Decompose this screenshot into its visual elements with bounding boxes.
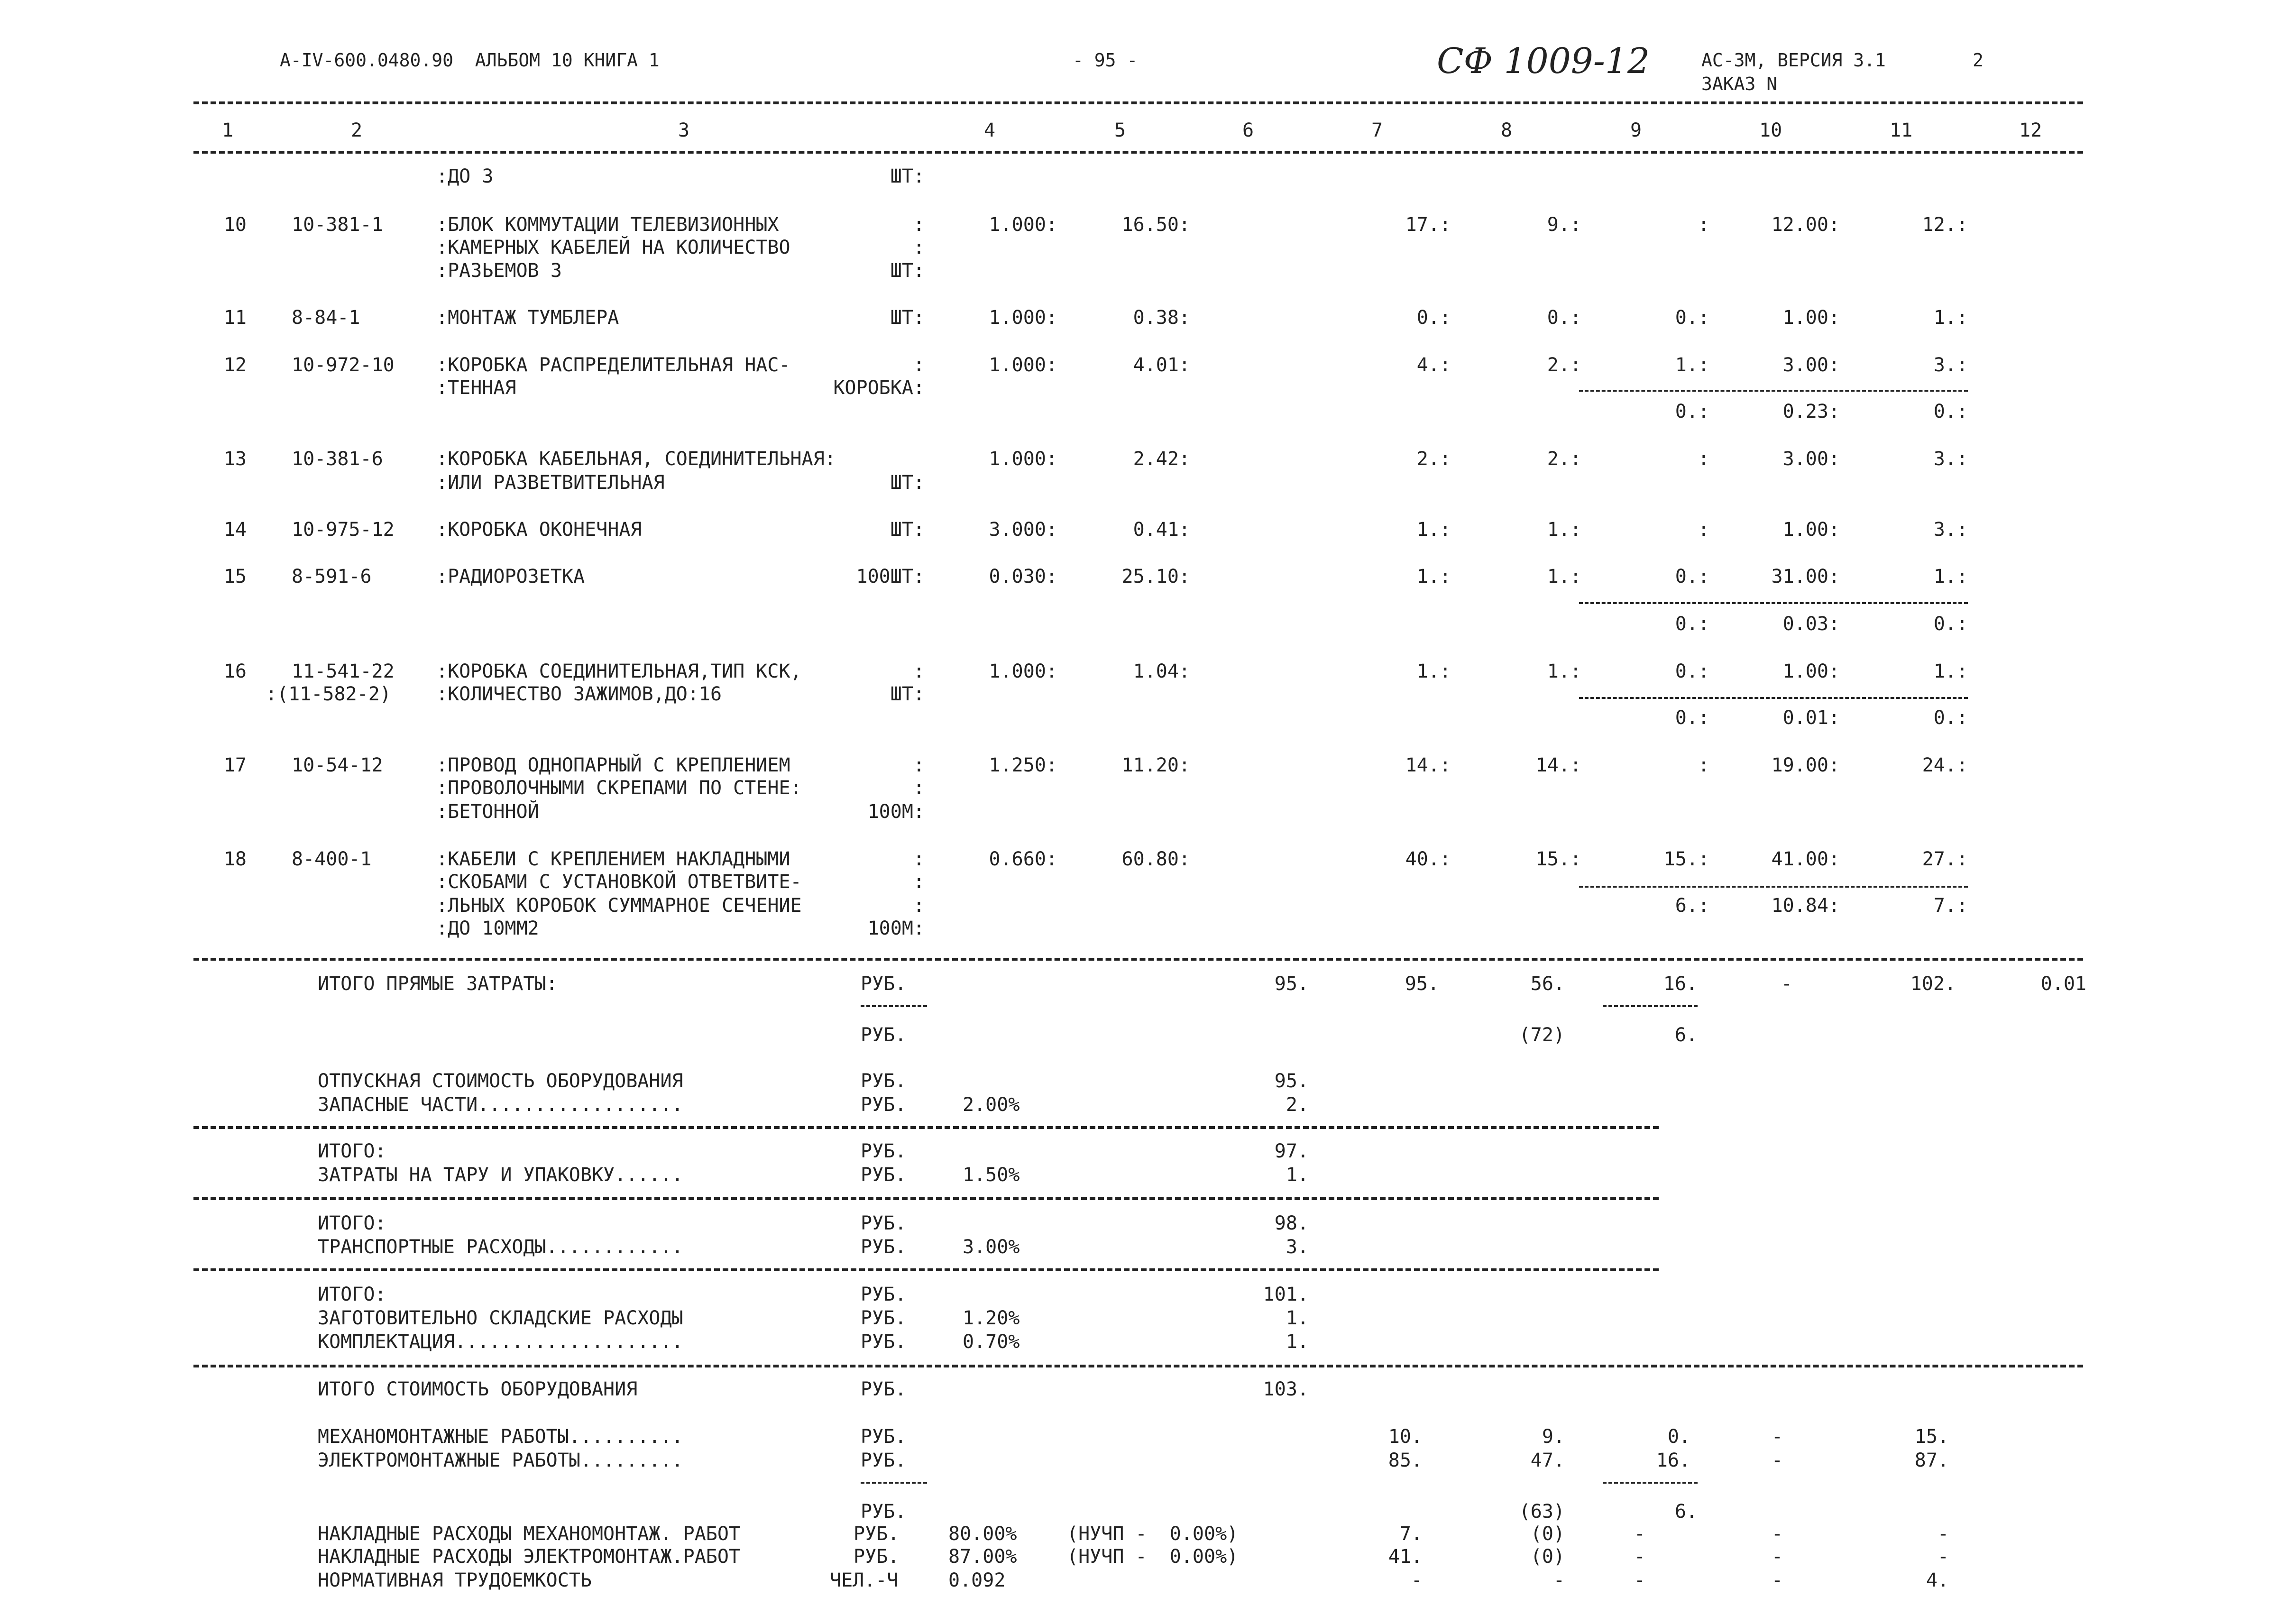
- row-name: :ДО 10ММ2: [436, 918, 539, 939]
- row-unit: :: [913, 754, 925, 776]
- row-col9: 0.:: [1675, 661, 1709, 682]
- summary-line-percent: 1.20%: [963, 1307, 1020, 1329]
- row-code: 10-54-12: [292, 754, 383, 776]
- column-number-7: 7: [1371, 119, 1383, 141]
- direct-costs-col10: -: [1781, 973, 1792, 995]
- row-quantity: 1.000:: [989, 307, 1057, 329]
- order-label: ЗАКАЗ N: [1701, 73, 1778, 94]
- unit-rule: [861, 1005, 927, 1007]
- summary-line-unit: РУБ.: [861, 1212, 907, 1234]
- row-col9: :: [1698, 214, 1709, 236]
- row-col7: 1.:: [1416, 519, 1451, 541]
- row-unit: :: [913, 237, 925, 258]
- row-col11: 0.:: [1933, 707, 1968, 729]
- row-unit: 100ШТ:: [856, 566, 925, 587]
- summary-line-percent: 2.00%: [963, 1094, 1020, 1116]
- row-col11: 1.:: [1933, 307, 1968, 329]
- overhead-col8: (0): [1530, 1523, 1565, 1545]
- row-col10: 41.00:: [1771, 848, 1840, 870]
- row-col8: 15.:: [1535, 848, 1581, 870]
- row-col7: 14.:: [1405, 754, 1451, 776]
- row-number: 18: [223, 848, 247, 870]
- row-number: 17: [223, 754, 247, 776]
- summary-line-label: ОТПУСКНАЯ СТОИМОСТЬ ОБОРУДОВАНИЯ: [318, 1070, 683, 1092]
- row-unit: :: [913, 848, 925, 870]
- direct-costs-label: ИТОГО ПРЯМЫЕ ЗАТРАТЫ:: [318, 973, 558, 995]
- row-col7: 1.:: [1416, 661, 1451, 682]
- row-unit: КОРОБКА:: [833, 377, 925, 399]
- row-number: 14: [223, 519, 247, 541]
- works-col9: 16.: [1656, 1450, 1690, 1471]
- overhead-col7: 41.: [1388, 1546, 1423, 1568]
- row-name: :ТЕННАЯ: [436, 377, 516, 399]
- row-col10: 31.00:: [1771, 566, 1840, 587]
- row-name: :КОРОБКА СОЕДИНИТЕЛЬНАЯ,ТИП КСК,: [436, 661, 802, 682]
- row-col10: 0.23:: [1782, 401, 1840, 422]
- works-col7: 85.: [1388, 1450, 1423, 1471]
- overhead-col7: 7.: [1399, 1523, 1423, 1545]
- overhead-col10: -: [1771, 1523, 1783, 1545]
- page-number: - 95 -: [1073, 50, 1138, 71]
- works-col9b: 6.: [1674, 1501, 1698, 1523]
- row-unit: ШТ:: [890, 260, 925, 282]
- overhead-percent: 0.092: [948, 1569, 1006, 1591]
- summary-line-unit: РУБ.: [861, 1094, 907, 1116]
- row-code: 11-541-22: [292, 661, 395, 682]
- overhead-percent: 80.00%: [948, 1523, 1017, 1545]
- summary-line-label: ЗАПАСНЫЕ ЧАСТИ..................: [318, 1094, 683, 1116]
- row-col11: 3.:: [1933, 519, 1968, 541]
- row-col8: 14.:: [1535, 754, 1581, 776]
- row-quantity: 1.250:: [989, 754, 1057, 776]
- row-quantity: 0.660:: [989, 848, 1057, 870]
- row-col8: 9.:: [1547, 214, 1581, 236]
- works-col7: 10.: [1388, 1426, 1423, 1448]
- overhead-nchp: (НУЧП - 0.00%): [1067, 1546, 1239, 1568]
- subtotal-rule: [1579, 390, 1968, 392]
- row-col10: 1.00:: [1782, 661, 1840, 682]
- row-col10: 1.00:: [1782, 307, 1840, 329]
- row-col7: 1.:: [1416, 566, 1451, 587]
- summary-line-value: 98.: [1274, 1212, 1309, 1234]
- column-number-12: 12: [2019, 119, 2042, 141]
- row-col11: 7.:: [1933, 895, 1968, 917]
- equipment-separator: [193, 1365, 2083, 1367]
- row-name: :КАБЕЛИ С КРЕПЛЕНИЕМ НАКЛАДНЫМИ: [436, 848, 790, 870]
- row-quantity: 1.000:: [989, 661, 1057, 682]
- works-col8: 9.: [1542, 1426, 1565, 1448]
- row-price: 0.38:: [1133, 307, 1190, 329]
- row-unit: :: [913, 777, 925, 799]
- row-code: 8-84-1: [292, 307, 360, 329]
- row-price: 60.80:: [1121, 848, 1190, 870]
- overhead-unit: РУБ.: [854, 1523, 900, 1545]
- subtotal-separator: [193, 1197, 1659, 1200]
- row-code: 10-975-12: [292, 519, 395, 541]
- row-unit: ШТ:: [890, 165, 925, 187]
- summary-line-value: 1.: [1286, 1164, 1309, 1186]
- row-col11: 3.:: [1933, 448, 1968, 470]
- row-unit: :: [913, 895, 925, 917]
- summary-line-unit: РУБ.: [861, 1331, 907, 1353]
- row-quantity: 1.000:: [989, 448, 1057, 470]
- row-unit: 100М:: [867, 801, 925, 823]
- program-version: АС-3М, ВЕРСИЯ 3.1: [1701, 50, 1886, 71]
- row-name: :РАДИОРОЗЕТКА: [436, 566, 585, 587]
- summary-line-unit: РУБ.: [861, 1378, 907, 1400]
- row-quantity: 0.030:: [989, 566, 1057, 587]
- row-name: :ПРОВОЛОЧНЫМИ СКРЕПАМИ ПО СТЕНЕ:: [436, 777, 802, 799]
- row-col7: 2.:: [1416, 448, 1451, 470]
- row-price: 2.42:: [1133, 448, 1190, 470]
- row-number: 15: [223, 566, 247, 587]
- subtotal-rule: [1579, 886, 1968, 888]
- subtotal-separator: [193, 1268, 1659, 1271]
- overhead-col11: -: [1937, 1546, 1949, 1568]
- row-col10: 0.03:: [1782, 613, 1840, 635]
- works-col9: 0.: [1667, 1426, 1690, 1448]
- works-unit-rule: [861, 1482, 927, 1484]
- direct-costs-unit: РУБ.: [861, 973, 907, 995]
- table-bottom-rule: [193, 958, 2083, 961]
- row-col11: 1.:: [1933, 661, 1968, 682]
- overhead-col11: -: [1937, 1523, 1949, 1545]
- row-col9: 0.:: [1675, 307, 1709, 329]
- row-unit: :: [913, 871, 925, 893]
- row-price: 16.50:: [1121, 214, 1190, 236]
- row-col9: 0.:: [1675, 566, 1709, 587]
- row-name: :КАМЕРНЫХ КАБЕЛЕЙ НА КОЛИЧЕСТВО: [436, 237, 790, 258]
- overhead-col11: 4.: [1926, 1569, 1949, 1591]
- row-price: 11.20:: [1121, 754, 1190, 776]
- subtotal-rule: [1579, 697, 1968, 699]
- row-number: 16: [223, 661, 247, 682]
- row-col8: 1.:: [1547, 566, 1581, 587]
- overhead-col8: (0): [1530, 1546, 1565, 1568]
- row-code: 10-381-6: [292, 448, 383, 470]
- overhead-col9: -: [1634, 1546, 1645, 1568]
- row-code: 10-972-10: [292, 354, 395, 376]
- direct-costs-col7: 95.: [1405, 973, 1439, 995]
- works-unit: РУБ.: [861, 1426, 907, 1448]
- works-label: ЭЛЕКТРОМОНТАЖНЫЕ РАБОТЫ.........: [318, 1450, 683, 1471]
- row-col9: 1.:: [1675, 354, 1709, 376]
- row-name: :КОРОБКА ОКОНЕЧНАЯ: [436, 519, 642, 541]
- row-code: 8-591-6: [292, 566, 372, 587]
- overhead-col10: -: [1771, 1546, 1783, 1568]
- row-unit: ШТ:: [890, 472, 925, 494]
- summary-line-unit: РУБ.: [861, 1236, 907, 1258]
- summary-line-unit: РУБ.: [861, 1307, 907, 1329]
- summary-line-value: 1.: [1286, 1307, 1309, 1329]
- row-name: :МОНТАЖ ТУМБЛЕРА: [436, 307, 619, 329]
- column-number-10: 10: [1759, 119, 1782, 141]
- overhead-col9: -: [1634, 1569, 1645, 1591]
- overhead-col9: -: [1634, 1523, 1645, 1545]
- overhead-col7: -: [1411, 1569, 1423, 1591]
- row-unit: ШТ:: [890, 307, 925, 329]
- summary-line-value: 3.: [1286, 1236, 1309, 1258]
- row-col9: 0.:: [1675, 401, 1709, 422]
- overhead-label: НАКЛАДНЫЕ РАСХОДЫ ЭЛЕКТРОМОНТАЖ.РАБОТ: [318, 1546, 741, 1568]
- overhead-percent: 87.00%: [948, 1546, 1017, 1568]
- summary-line-label: ИТОГО СТОИМОСТЬ ОБОРУДОВАНИЯ: [318, 1378, 638, 1400]
- works-col11: 15.: [1914, 1426, 1949, 1448]
- summary-line-label: ТРАНСПОРТНЫЕ РАСХОДЫ............: [318, 1236, 683, 1258]
- direct-costs-col6: 95.: [1274, 973, 1309, 995]
- row-name: :КОРОБКА РАСПРЕДЕЛИТЕЛЬНАЯ НАС-: [436, 354, 790, 376]
- works-label: МЕХАНОМОНТАЖНЫЕ РАБОТЫ..........: [318, 1426, 683, 1448]
- row-col9: :: [1698, 448, 1709, 470]
- row-name: :ДО 3: [436, 165, 494, 187]
- row-col10: 10.84:: [1771, 895, 1840, 917]
- row-col10: 19.00:: [1771, 754, 1840, 776]
- summary-line-percent: 3.00%: [963, 1236, 1020, 1258]
- row-number: 12: [223, 354, 247, 376]
- direct-costs-col8: 56.: [1530, 973, 1565, 995]
- direct-costs-unit2: РУБ.: [861, 1024, 907, 1046]
- row-quantity: 3.000:: [989, 519, 1057, 541]
- overhead-nchp: (НУЧП - 0.00%): [1067, 1523, 1239, 1545]
- summary-line-value: 95.: [1274, 1070, 1309, 1092]
- summary-line-label: ИТОГО:: [318, 1284, 386, 1305]
- summary-line-unit: РУБ.: [861, 1070, 907, 1092]
- row-col11: 0.:: [1933, 613, 1968, 635]
- row-col9: :: [1698, 519, 1709, 541]
- col9-rule: [1603, 1005, 1698, 1007]
- row-col11: 3.:: [1933, 354, 1968, 376]
- summary-line-percent: 1.50%: [963, 1164, 1020, 1186]
- row-col10: 3.00:: [1782, 354, 1840, 376]
- row-unit: :: [913, 661, 925, 682]
- row-number: 13: [223, 448, 247, 470]
- summary-line-value: 97.: [1274, 1140, 1309, 1162]
- summary-line-label: КОМПЛЕКТАЦИЯ....................: [318, 1331, 683, 1353]
- row-unit: ШТ:: [890, 683, 925, 705]
- summary-line-value: 1.: [1286, 1331, 1309, 1353]
- row-col9: 0.:: [1675, 707, 1709, 729]
- column-number-11: 11: [1890, 119, 1913, 141]
- direct-costs-col8b: (72): [1519, 1024, 1565, 1046]
- direct-costs-col12: 0.01: [2040, 973, 2086, 995]
- row-code: 8-400-1: [292, 848, 372, 870]
- row-price: 1.04:: [1133, 661, 1190, 682]
- works-col8: 47.: [1530, 1450, 1565, 1471]
- summary-line-unit: РУБ.: [861, 1284, 907, 1305]
- header-top-rule: [193, 101, 2083, 104]
- row-col7: 40.:: [1405, 848, 1451, 870]
- overhead-unit: РУБ.: [854, 1546, 900, 1568]
- row-col7: 0.:: [1416, 307, 1451, 329]
- summary-line-value: 101.: [1263, 1284, 1309, 1305]
- row-col11: 12.:: [1922, 214, 1968, 236]
- row-quantity: 1.000:: [989, 354, 1057, 376]
- row-col8: 1.:: [1547, 519, 1581, 541]
- direct-costs-col11: 102.: [1910, 973, 1956, 995]
- row-col9: :: [1698, 754, 1709, 776]
- overhead-label: НАКЛАДНЫЕ РАСХОДЫ МЕХАНОМОНТАЖ. РАБОТ: [318, 1523, 741, 1545]
- row-price: 4.01:: [1133, 354, 1190, 376]
- row-code: :(11-582-2): [266, 683, 391, 705]
- row-col10: 0.01:: [1782, 707, 1840, 729]
- summary-line-unit: РУБ.: [861, 1140, 907, 1162]
- row-quantity: 1.000:: [989, 214, 1057, 236]
- row-col9: 6.:: [1675, 895, 1709, 917]
- works-col8b: (63): [1519, 1501, 1565, 1523]
- works-unit2: РУБ.: [861, 1501, 907, 1523]
- album-reference: А-IV-600.0480.90 АЛЬБОМ 10 КНИГА 1: [280, 50, 660, 71]
- row-col11: 27.:: [1922, 848, 1968, 870]
- column-number-6: 6: [1242, 119, 1254, 141]
- program-extra: 2: [1973, 50, 1984, 71]
- header-bottom-rule: [193, 151, 2083, 154]
- column-number-9: 9: [1630, 119, 1642, 141]
- overhead-label: НОРМАТИВНАЯ ТРУДОЕМКОСТЬ: [318, 1569, 592, 1591]
- summary-line-label: ЗАГОТОВИТЕЛЬНО СКЛАДСКИЕ РАСХОДЫ: [318, 1307, 683, 1329]
- column-number-8: 8: [1501, 119, 1513, 141]
- row-col7: 4.:: [1416, 354, 1451, 376]
- handwritten-code: СФ 1009-12: [1437, 41, 1650, 82]
- summary-line-label: ИТОГО:: [318, 1140, 386, 1162]
- row-price: 0.41:: [1133, 519, 1190, 541]
- row-name: :ПРОВОД ОДНОПАРНЫЙ С КРЕПЛЕНИЕМ: [436, 754, 790, 776]
- summary-line-value: 2.: [1286, 1094, 1309, 1116]
- row-col9: 0.:: [1675, 613, 1709, 635]
- summary-line-value: 103.: [1263, 1378, 1309, 1400]
- row-price: 25.10:: [1121, 566, 1190, 587]
- row-col8: 0.:: [1547, 307, 1581, 329]
- row-unit: ШТ:: [890, 519, 925, 541]
- column-number-4: 4: [984, 119, 996, 141]
- row-col11: 1.:: [1933, 566, 1968, 587]
- direct-costs-col9b: 6.: [1674, 1024, 1698, 1046]
- works-unit: РУБ.: [861, 1450, 907, 1471]
- row-unit: :: [913, 354, 925, 376]
- row-name: :РАЗЬЕМОВ 3: [436, 260, 562, 282]
- row-name: :ЛЬНЫХ КОРОБОК СУММАРНОЕ СЕЧЕНИЕ: [436, 895, 802, 917]
- direct-costs-col9: 16.: [1663, 973, 1698, 995]
- works-col10: -: [1771, 1426, 1783, 1448]
- row-col10: 12.00:: [1771, 214, 1840, 236]
- column-number-5: 5: [1114, 119, 1126, 141]
- row-col11: 24.:: [1922, 754, 1968, 776]
- row-col10: 3.00:: [1782, 448, 1840, 470]
- row-name: :КОЛИЧЕСТВО ЗАЖИМОВ,ДО:16: [436, 683, 722, 705]
- row-col11: 0.:: [1933, 401, 1968, 422]
- row-name: :БЕТОННОЙ: [436, 801, 539, 823]
- summary-line-percent: 0.70%: [963, 1331, 1020, 1353]
- row-unit: 100М:: [867, 918, 925, 939]
- row-number: 11: [223, 307, 247, 329]
- row-col8: 2.:: [1547, 354, 1581, 376]
- works-col9-rule: [1603, 1482, 1698, 1484]
- row-col7: 17.:: [1405, 214, 1451, 236]
- overhead-unit: ЧЕЛ.-Ч: [830, 1569, 899, 1591]
- subtotal-separator: [193, 1126, 1659, 1129]
- row-name: :ИЛИ РАЗВЕТВИТЕЛЬНАЯ: [436, 472, 665, 494]
- row-col8: 2.:: [1547, 448, 1581, 470]
- row-unit: :: [913, 214, 925, 236]
- column-number-2: 2: [351, 119, 363, 141]
- overhead-col8: -: [1553, 1569, 1565, 1591]
- row-name: :КОРОБКА КАБЕЛЬНАЯ, СОЕДИНИТЕЛЬНАЯ:: [436, 448, 836, 470]
- column-number-3: 3: [678, 119, 690, 141]
- summary-line-label: ИТОГО:: [318, 1212, 386, 1234]
- row-number: 10: [223, 214, 247, 236]
- overhead-col10: -: [1771, 1569, 1783, 1591]
- summary-line-label: ЗАТРАТЫ НА ТАРУ И УПАКОВКУ......: [318, 1164, 683, 1186]
- row-code: 10-381-1: [292, 214, 383, 236]
- works-col10: -: [1771, 1450, 1783, 1471]
- row-col10: 1.00:: [1782, 519, 1840, 541]
- summary-line-unit: РУБ.: [861, 1164, 907, 1186]
- subtotal-rule: [1579, 602, 1968, 604]
- works-col11: 87.: [1914, 1450, 1949, 1471]
- row-name: :СКОБАМИ С УСТАНОВКОЙ ОТВЕТВИТЕ-: [436, 871, 802, 893]
- row-col8: 1.:: [1547, 661, 1581, 682]
- row-col9: 15.:: [1663, 848, 1709, 870]
- row-name: :БЛОК КОММУТАЦИИ ТЕЛЕВИЗИОННЫХ: [436, 214, 779, 236]
- column-number-1: 1: [222, 119, 234, 141]
